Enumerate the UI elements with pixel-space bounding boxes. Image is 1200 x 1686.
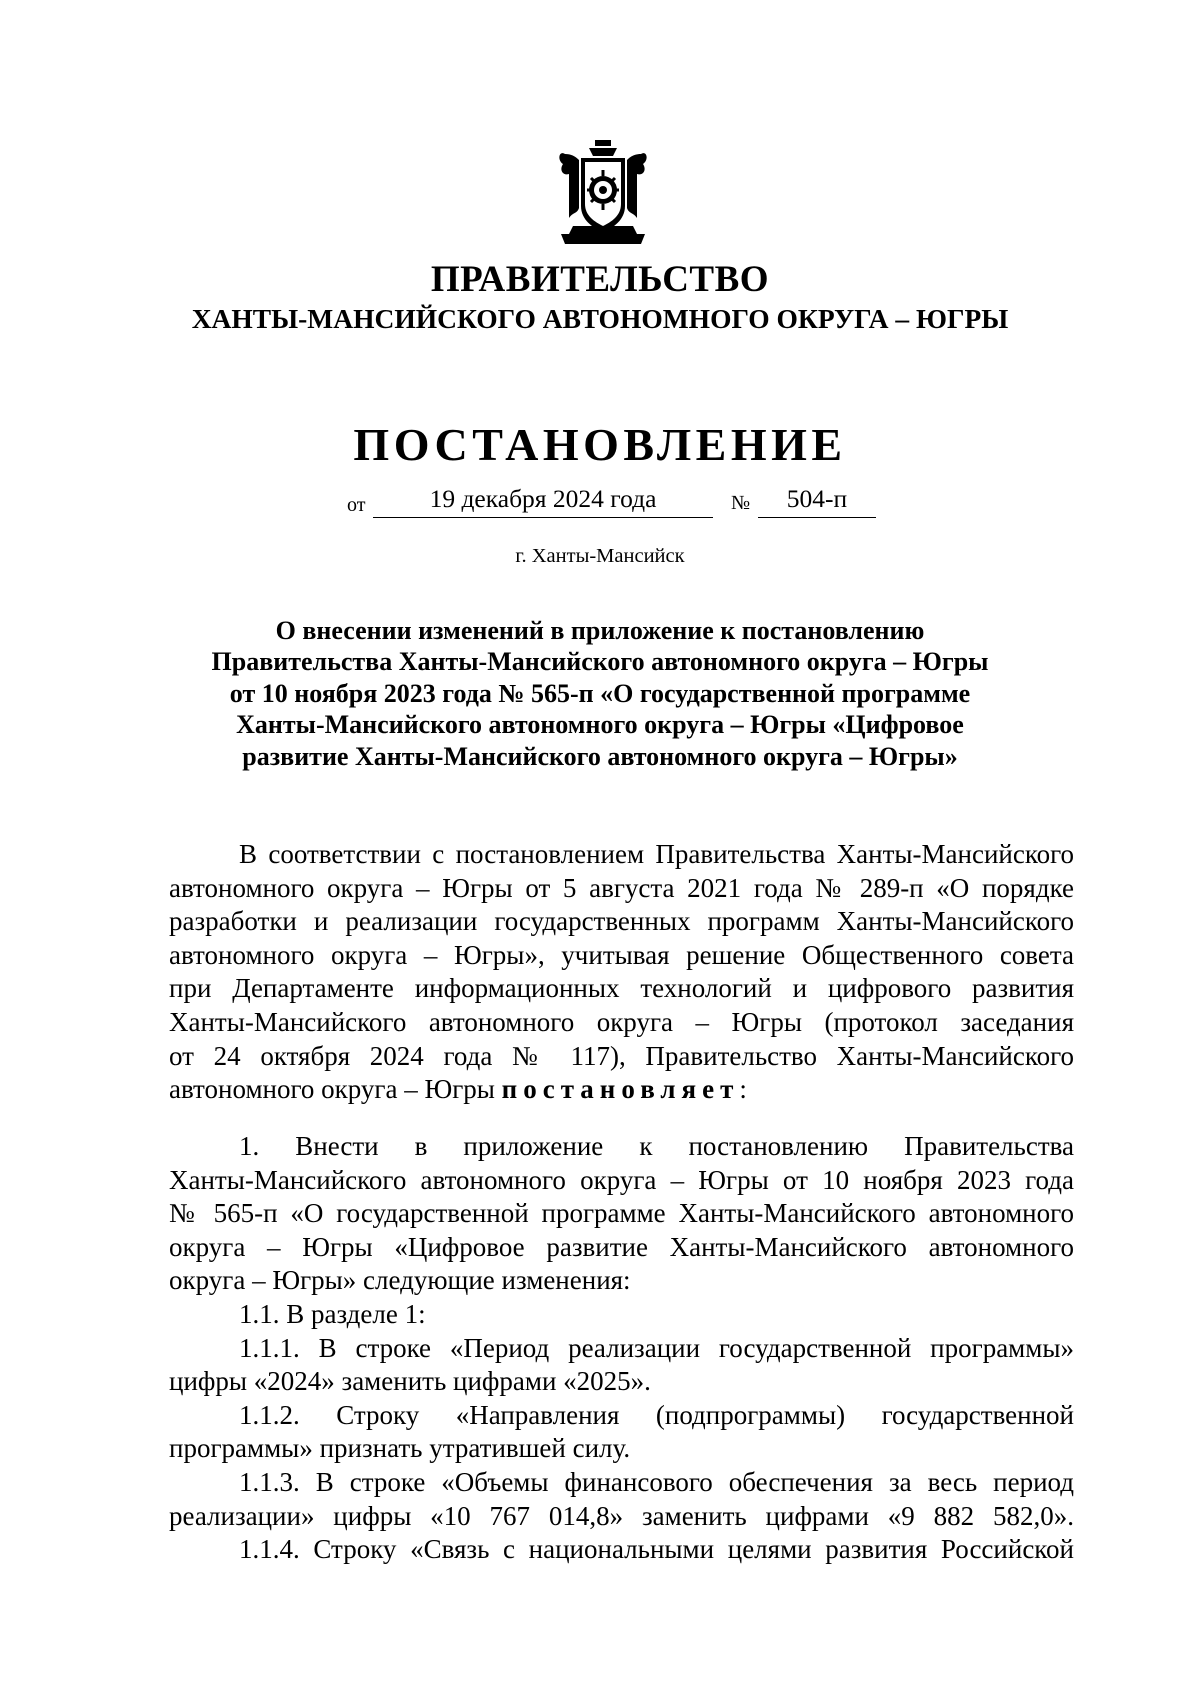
- item-line: цифры «2024» заменить цифрами «2025».: [169, 1366, 651, 1397]
- number-underline: [758, 517, 876, 518]
- item-line: 1.1.4. Строку «Связь с национальными целями развития Российской: [239, 1534, 1074, 1565]
- decree-word: постановляет: [501, 1074, 740, 1105]
- text-line: В соответствии с постановлением Правительства Ханты-Мансийского: [239, 839, 1074, 869]
- title-line: Правительства Ханты-Мансийского автономного округа – Югры: [211, 647, 989, 677]
- item-line: округа – Югры» следующие изменения:: [169, 1265, 631, 1296]
- title-line: Ханты-Мансийского автономного округа – Югры «Цифровое: [236, 710, 964, 740]
- government-name-line-1: ПРАВИТЕЛЬСТВО: [430, 259, 770, 300]
- text-line: от 24 октября 2024 года № 117), Правительство Ханты-Мансийского: [169, 1040, 1074, 1071]
- document-date: 19 декабря 2024 года: [429, 484, 657, 513]
- document-title: [160, 615, 1040, 772]
- date-prefix-label: от: [347, 494, 366, 516]
- text-fragment: автономного округа – Югры: [169, 1074, 502, 1105]
- text-fragment: :: [739, 1074, 747, 1105]
- item-line: 1.1.2. Строку «Направления (подпрограммы) государственной: [239, 1399, 1074, 1430]
- coat-of-arms-icon: [555, 140, 651, 250]
- document-number: 504-п: [786, 484, 848, 513]
- government-name-line-2: ХАНТЫ-МАНСИЙСКОГО АВТОНОМНОГО ОКРУГА – ЮГРЫ: [191, 303, 1009, 334]
- preamble-paragraph: [169, 838, 1074, 1107]
- text-line: разработки и реализации государственных программ Ханты-Мансийского: [169, 906, 1074, 937]
- item-line: Ханты-Мансийского автономного округа – Югры от 10 ноября 2023 года: [169, 1164, 1074, 1195]
- text-line: при Департаменте информационных технологий и цифрового развития: [169, 973, 1074, 1004]
- text-line: автономного округа – Югры от 5 августа 2021 года № 289-п «О порядке: [169, 872, 1074, 903]
- text-line: Ханты-Мансийского автономного округа – Югры (протокол заседания: [169, 1006, 1074, 1037]
- item-line: 1.1. В разделе 1:: [239, 1298, 426, 1329]
- amendments-section: [169, 1130, 1074, 1567]
- title-line: развитие Ханты-Мансийского автономного округа – Югры»: [242, 741, 958, 771]
- title-line: О внесении изменений в приложение к постановлению: [275, 616, 925, 645]
- date-number-row: [0, 484, 1200, 524]
- item-line: реализации» цифры «10 767 014,8» заменить цифрами «9 882 582,0».: [169, 1500, 1074, 1531]
- number-prefix-label: №: [731, 492, 751, 514]
- item-line: округа – Югры «Цифровое развитие Ханты-Мансийского автономного: [169, 1231, 1074, 1262]
- document-type-heading: ПОСТАНОВЛЕНИЕ: [353, 419, 847, 470]
- text-line: автономного округа – Югры», учитывая решение Общественного совета: [169, 939, 1074, 970]
- item-line: 1.1.1. В строке «Период реализации государственной программы»: [239, 1332, 1074, 1363]
- city-label: г. Ханты-Мансийск: [515, 545, 685, 567]
- item-line: 1.1.3. В строке «Объемы финансового обеспечения за весь период: [239, 1466, 1074, 1497]
- item-line: программы» признать утратившей силу.: [169, 1433, 631, 1464]
- item-line: 1. Внести в приложение к постановлению Правительства: [239, 1131, 1074, 1161]
- date-underline: [373, 517, 713, 518]
- item-line: № 565-п «О государственной программе Ханты-Мансийского автономного: [169, 1198, 1074, 1229]
- title-line: от 10 ноября 2023 года № 565-п «О государственной программе: [229, 678, 971, 708]
- text-line-last: [169, 1073, 1074, 1107]
